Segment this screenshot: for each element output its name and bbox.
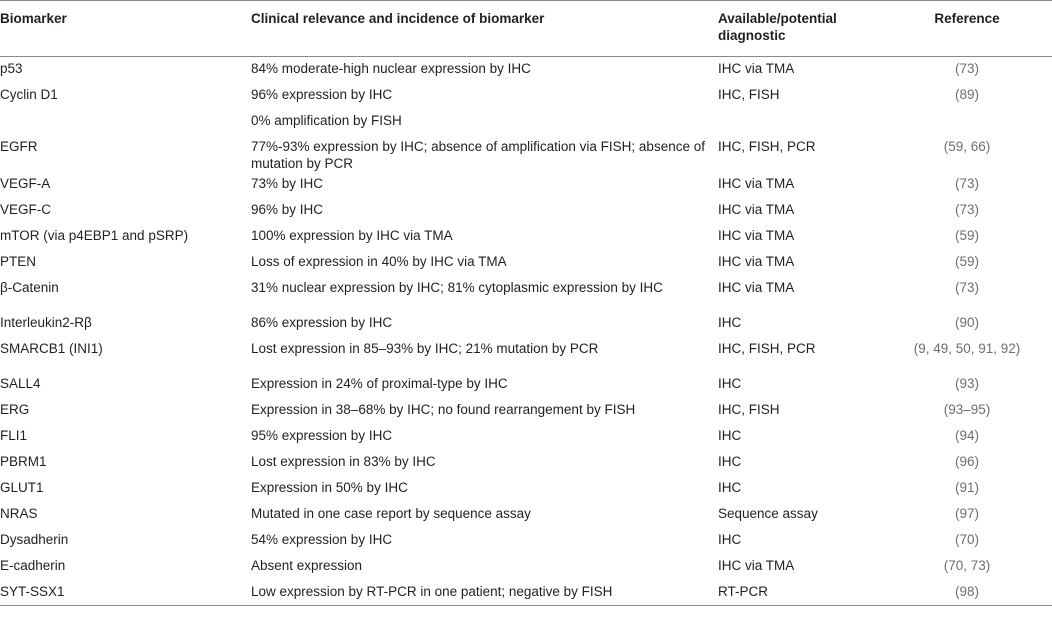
biomarker-cell: [0, 109, 251, 135]
relevance-cell: 54% expression by IHC: [251, 531, 393, 547]
diagnostic-cell: IHC, FISH, PCR: [718, 340, 816, 356]
biomarker-cell: SALL4: [0, 375, 41, 391]
diagnostic-cell: IHC: [718, 427, 742, 443]
biomarker-cell: VEGF-C: [0, 201, 52, 217]
diagnostic-cell: IHC via TMA: [718, 61, 795, 76]
relevance-cell: 86% expression by IHC: [251, 314, 393, 330]
reference-link[interactable]: (96): [954, 453, 979, 469]
biomarker-cell: SMARCB1 (INI1): [0, 340, 103, 356]
diagnostic-cell: IHC via TMA: [718, 557, 795, 573]
table-row: [0, 450, 1052, 476]
relevance-cell: Expression in 24% of proximal-type by IHC: [251, 375, 508, 391]
reference-link[interactable]: (73): [954, 279, 979, 295]
header-relevance: Clinical relevance and incidence of biomarker: [251, 11, 545, 26]
biomarker-cell: FLI1: [0, 427, 28, 443]
reference-link[interactable]: (73): [954, 175, 979, 191]
biomarker-cell: EGFR: [0, 138, 38, 154]
relevance-cell: 77%-93% expression by IHC; absence of amplification via FISH; absence of mutation by PCR: [251, 138, 705, 171]
relevance-cell: Mutated in one case report by sequence assay: [251, 505, 531, 521]
reference-link[interactable]: (93): [954, 375, 979, 391]
table-row: [0, 83, 1052, 109]
biomarker-cell: ERG: [0, 401, 30, 417]
diagnostic-cell: IHC, FISH: [718, 86, 780, 102]
diagnostic-cell: [718, 109, 884, 135]
reference-link[interactable]: (59): [954, 227, 979, 243]
biomarker-cell: p53: [0, 61, 23, 76]
table-row: [0, 372, 1052, 398]
biomarker-cell: β-Catenin: [0, 279, 59, 295]
table-row: [0, 580, 1052, 606]
reference-link[interactable]: (70, 73): [943, 557, 991, 573]
biomarker-cell: VEGF-A: [0, 175, 51, 191]
table-row: [0, 250, 1052, 276]
diagnostic-cell: IHC via TMA: [718, 253, 795, 269]
relevance-cell: 96% expression by IHC: [251, 86, 393, 102]
relevance-cell: Expression in 38–68% by IHC; no found rearrangement by FISH: [251, 401, 636, 417]
header-row: [0, 1, 1052, 57]
reference-link[interactable]: (93–95): [943, 401, 991, 417]
reference-link[interactable]: (89): [954, 86, 979, 102]
header-biomarker: Biomarker: [0, 11, 67, 26]
biomarker-cell: Interleukin2-Rβ: [0, 314, 92, 330]
relevance-cell: 31% nuclear expression by IHC; 81% cytoplasmic expression by IHC: [251, 279, 663, 295]
relevance-cell: Lost expression in 83% by IHC: [251, 453, 436, 469]
table-row: [0, 502, 1052, 528]
diagnostic-cell: IHC, FISH, PCR: [718, 138, 816, 154]
table-row: [0, 109, 1052, 135]
reference-link[interactable]: (59, 66): [943, 138, 991, 154]
reference-link[interactable]: (94): [954, 427, 979, 443]
biomarker-cell: mTOR (via p4EBP1 and pSRP): [0, 227, 189, 243]
relevance-cell: Low expression by RT-PCR in one patient; negative by FISH: [251, 583, 613, 599]
diagnostic-cell: IHC: [718, 531, 742, 547]
biomarker-cell: Cyclin D1: [0, 86, 58, 102]
biomarker-cell: SYT-SSX1: [0, 583, 65, 599]
diagnostic-cell: IHC: [718, 479, 742, 495]
relevance-cell: 95% expression by IHC: [251, 427, 393, 443]
header-diagnostic: Available/potential diagnostic: [718, 11, 837, 43]
reference-link[interactable]: (97): [954, 505, 979, 521]
diagnostic-cell: Sequence assay: [718, 505, 818, 521]
table-row: [0, 528, 1052, 554]
relevance-cell: 96% by IHC: [251, 201, 324, 217]
table-row: [0, 276, 1052, 311]
table-row: [0, 311, 1052, 337]
diagnostic-cell: RT-PCR: [718, 583, 769, 599]
table-row: [0, 398, 1052, 424]
relevance-cell: 0% amplification by FISH: [251, 112, 402, 128]
reference-link[interactable]: (91): [954, 479, 979, 495]
biomarker-cell: E-cadherin: [0, 557, 66, 573]
relevance-cell: Loss of expression in 40% by IHC via TMA: [251, 253, 507, 269]
reference-link[interactable]: (59): [954, 253, 979, 269]
reference-link[interactable]: (98): [954, 583, 979, 599]
relevance-cell: 73% by IHC: [251, 175, 324, 191]
reference-link[interactable]: (70): [954, 531, 979, 547]
header-reference: Reference: [934, 11, 1000, 26]
biomarker-cell: Dysadherin: [0, 531, 69, 547]
diagnostic-cell: IHC via TMA: [718, 175, 795, 191]
reference-link[interactable]: (73): [954, 201, 979, 217]
biomarker-cell: NRAS: [0, 505, 38, 521]
reference-link[interactable]: (90): [954, 314, 979, 330]
diagnostic-cell: IHC: [718, 453, 742, 469]
table-row: [0, 424, 1052, 450]
table-row: [0, 172, 1052, 198]
relevance-cell: Expression in 50% by IHC: [251, 479, 408, 495]
relevance-cell: Lost expression in 85–93% by IHC; 21% mutation by PCR: [251, 340, 599, 356]
relevance-cell: Absent expression: [251, 557, 363, 573]
diagnostic-cell: IHC, FISH: [718, 401, 780, 417]
table-row: [0, 476, 1052, 502]
biomarker-cell: GLUT1: [0, 479, 44, 495]
reference-link[interactable]: [884, 109, 1052, 135]
table-row: [0, 554, 1052, 580]
diagnostic-cell: IHC: [718, 375, 742, 391]
diagnostic-cell: IHC via TMA: [718, 227, 795, 243]
diagnostic-cell: IHC via TMA: [718, 279, 795, 295]
relevance-cell: 84% moderate-high nuclear expression by IHC: [251, 61, 531, 76]
biomarker-cell: PTEN: [0, 253, 37, 269]
relevance-cell: 100% expression by IHC via TMA: [251, 227, 453, 243]
reference-link[interactable]: (9, 49, 50, 91, 92): [913, 340, 1021, 356]
table-row: [0, 337, 1052, 372]
table-row: [0, 198, 1052, 224]
table-row: [0, 224, 1052, 250]
table-row: [0, 135, 1052, 172]
biomarker-cell: PBRM1: [0, 453, 47, 469]
reference-link[interactable]: (73): [954, 61, 979, 76]
diagnostic-cell: IHC: [718, 314, 742, 330]
table-row: [0, 57, 1052, 83]
diagnostic-cell: IHC via TMA: [718, 201, 795, 217]
